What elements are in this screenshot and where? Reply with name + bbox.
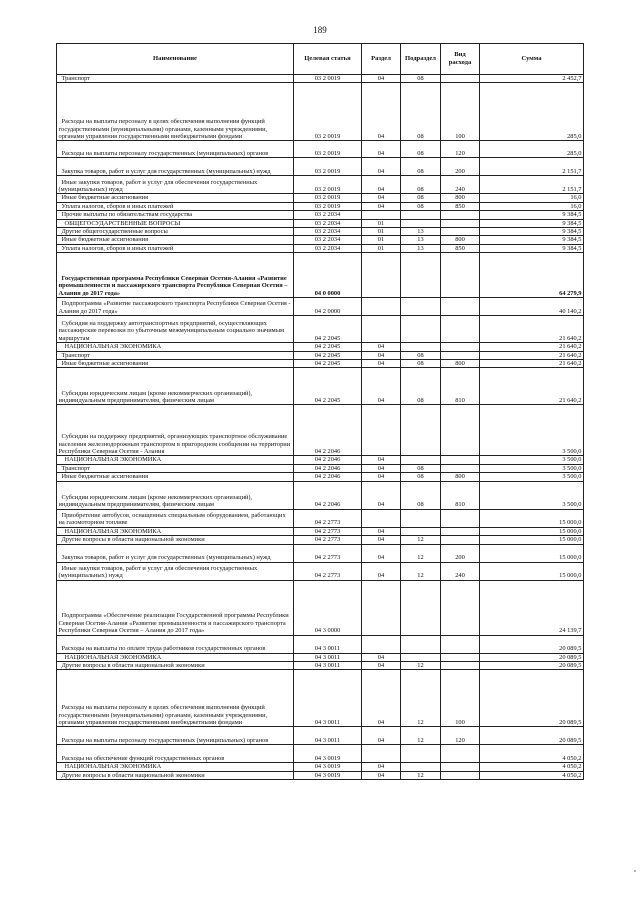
cell-article: 04 2 2045 bbox=[294, 368, 362, 405]
cell-expense-type: 240 bbox=[441, 562, 480, 580]
cell-section: 04 bbox=[362, 473, 401, 481]
table-row bbox=[57, 244, 584, 252]
cell-article: 04 3 0019 bbox=[294, 771, 362, 779]
cell-name: НАЦИОНАЛЬНАЯ ЭКОНОМИКА bbox=[57, 456, 294, 464]
cell-expense-type: 850 bbox=[441, 244, 480, 252]
cell-article: 04 2 2046 bbox=[294, 473, 362, 481]
cell-subsection: 12 bbox=[401, 670, 441, 727]
cell-section: 04 bbox=[362, 456, 401, 464]
cell-article: 04 2 2045 bbox=[294, 360, 362, 368]
cell-expense-type bbox=[441, 253, 480, 298]
cell-subsection: 12 bbox=[401, 771, 441, 779]
table-row bbox=[57, 253, 584, 298]
table-row bbox=[57, 176, 584, 194]
cell-section bbox=[362, 509, 401, 527]
table-row bbox=[57, 509, 584, 527]
cell-amount: 21 640,2 bbox=[480, 316, 584, 343]
cell-article: 04 2 2045 bbox=[294, 343, 362, 351]
cell-name: Уплата налогов, сборов и иных платежей bbox=[57, 202, 294, 210]
cell-amount: 15 000,0 bbox=[480, 562, 584, 580]
table-row bbox=[57, 360, 584, 368]
cell-expense-type: 240 bbox=[441, 176, 480, 194]
scan-speck bbox=[634, 870, 636, 872]
cell-amount: 20 089,5 bbox=[480, 635, 584, 653]
cell-section: 01 bbox=[362, 236, 401, 244]
cell-name: Подпрограмма «Обеспечение реализации Государственной программы Республики Северная Осетия-Алания «Развитие промышленности и пассажирского транспорта Республики Северная Осетия – Алания до 2017 года» bbox=[57, 580, 294, 635]
cell-article: 04 2 2045 bbox=[294, 351, 362, 359]
table-row bbox=[57, 653, 584, 661]
table-row bbox=[57, 351, 584, 359]
cell-amount: 9 384,5 bbox=[480, 244, 584, 252]
table-row bbox=[57, 464, 584, 472]
cell-article: 04 2 2046 bbox=[294, 481, 362, 509]
cell-amount: 3 500,0 bbox=[480, 405, 584, 456]
cell-subsection bbox=[401, 763, 441, 771]
cell-article: 03 2 0019 bbox=[294, 158, 362, 176]
header-subsection: Подраздел bbox=[401, 44, 441, 75]
cell-section: 04 bbox=[362, 670, 401, 727]
cell-subsection: 08 bbox=[401, 368, 441, 405]
cell-amount: 4 050,2 bbox=[480, 763, 584, 771]
cell-article: 04 3 0019 bbox=[294, 745, 362, 763]
cell-amount: 16,0 bbox=[480, 202, 584, 210]
cell-section: 04 bbox=[362, 763, 401, 771]
table-row bbox=[57, 580, 584, 635]
header-name: Наименование bbox=[57, 44, 294, 75]
cell-name: Расходы на выплаты по оплате труда работников государственных органов bbox=[57, 635, 294, 653]
cell-article: 04 3 0000 bbox=[294, 580, 362, 635]
table-row bbox=[57, 661, 584, 669]
cell-section: 04 bbox=[362, 368, 401, 405]
table-row bbox=[57, 527, 584, 535]
cell-subsection: 08 bbox=[401, 75, 441, 83]
cell-name: Иные бюджетные ассигнования bbox=[57, 194, 294, 202]
cell-amount: 4 050,2 bbox=[480, 745, 584, 763]
cell-expense-type: 800 bbox=[441, 360, 480, 368]
cell-amount: 20 089,5 bbox=[480, 670, 584, 727]
cell-section bbox=[362, 635, 401, 653]
cell-name: Субсидии на поддержку предприятий, организующих транспортное обслуживание населения железнодорожным транспортом в пригородном сообщении на территории Республики Северная Осетия - Алания bbox=[57, 405, 294, 456]
cell-subsection bbox=[401, 253, 441, 298]
cell-amount: 285,0 bbox=[480, 141, 584, 158]
header-section: Раздел bbox=[362, 44, 401, 75]
cell-amount: 2 452,7 bbox=[480, 75, 584, 83]
cell-name: Прочие выплаты по обязательствам государства bbox=[57, 211, 294, 219]
budget-table bbox=[56, 43, 584, 780]
table-row bbox=[57, 481, 584, 509]
cell-subsection: 08 bbox=[401, 473, 441, 481]
cell-name: Транспорт bbox=[57, 75, 294, 83]
cell-section bbox=[362, 316, 401, 343]
cell-article: 03 2 0019 bbox=[294, 194, 362, 202]
cell-amount: 9 384,5 bbox=[480, 236, 584, 244]
cell-expense-type bbox=[441, 211, 480, 219]
cell-section: 04 bbox=[362, 194, 401, 202]
table-row bbox=[57, 727, 584, 745]
cell-article: 04 2 0000 bbox=[294, 298, 362, 316]
cell-article: 04 2 2046 bbox=[294, 464, 362, 472]
cell-amount: 21 640,2 bbox=[480, 343, 584, 351]
cell-article: 04 2 2773 bbox=[294, 527, 362, 535]
cell-subsection bbox=[401, 456, 441, 464]
cell-name: Закупка товаров, работ и услуг для государственных (муниципальных) нужд bbox=[57, 158, 294, 176]
cell-name: Расходы на выплаты персоналу в целях обеспечения выполнения функций государственными (муниципальными) органами, казенными учреждениями, органами управления государственными внебюджетными фондами bbox=[57, 670, 294, 727]
cell-expense-type: 850 bbox=[441, 202, 480, 210]
cell-name: Иные закупки товаров, работ и услуг для обеспечения государственных (муниципальных) нужд bbox=[57, 562, 294, 580]
cell-section: 04 bbox=[362, 771, 401, 779]
cell-name: Субсидии юридическим лицам (кроме некоммерческих организаций), индивидуальным предпринимателям, физическим лицам bbox=[57, 481, 294, 509]
header-amount: Сумма bbox=[480, 44, 584, 75]
cell-subsection bbox=[401, 635, 441, 653]
header-expense-type: Вид расхода bbox=[441, 44, 480, 75]
cell-section: 04 bbox=[362, 141, 401, 158]
cell-subsection: 08 bbox=[401, 158, 441, 176]
cell-amount: 3 500,0 bbox=[480, 473, 584, 481]
cell-article: 04 3 0011 bbox=[294, 670, 362, 727]
cell-expense-type bbox=[441, 464, 480, 472]
cell-expense-type bbox=[441, 456, 480, 464]
cell-section bbox=[362, 745, 401, 763]
table-row bbox=[57, 562, 584, 580]
cell-expense-type bbox=[441, 580, 480, 635]
cell-subsection bbox=[401, 527, 441, 535]
table-row bbox=[57, 368, 584, 405]
cell-section: 04 bbox=[362, 158, 401, 176]
cell-name: Приобретение автобусов, оснащенных специальным оборудованием, работающих на газомоторном топливе bbox=[57, 509, 294, 527]
cell-name: Расходы на обеспечение функций государственных органов bbox=[57, 745, 294, 763]
cell-section: 04 bbox=[362, 83, 401, 141]
cell-article: 03 2 2034 bbox=[294, 236, 362, 244]
cell-subsection: 13 bbox=[401, 236, 441, 244]
cell-amount: 9 384,5 bbox=[480, 228, 584, 236]
cell-amount: 16,0 bbox=[480, 194, 584, 202]
cell-section: 04 bbox=[362, 653, 401, 661]
cell-section: 04 bbox=[362, 75, 401, 83]
header-article: Целевая статья bbox=[294, 44, 362, 75]
cell-amount: 15 000,0 bbox=[480, 527, 584, 535]
cell-expense-type bbox=[441, 405, 480, 456]
cell-section: 04 bbox=[362, 481, 401, 509]
table-row bbox=[57, 194, 584, 202]
cell-subsection bbox=[401, 316, 441, 343]
cell-subsection: 08 bbox=[401, 351, 441, 359]
table-row bbox=[57, 544, 584, 562]
cell-amount: 21 640,2 bbox=[480, 360, 584, 368]
cell-expense-type bbox=[441, 75, 480, 83]
cell-expense-type bbox=[441, 661, 480, 669]
cell-article: 04 2 2773 bbox=[294, 536, 362, 544]
cell-section: 04 bbox=[362, 343, 401, 351]
cell-article: 03 2 2034 bbox=[294, 211, 362, 219]
cell-name: Расходы на выплаты персоналу государственных (муниципальных) органов bbox=[57, 727, 294, 745]
cell-amount: 285,0 bbox=[480, 83, 584, 141]
cell-expense-type: 120 bbox=[441, 141, 480, 158]
cell-article: 03 2 0019 bbox=[294, 202, 362, 210]
cell-name: Другие общегосударственные вопросы bbox=[57, 228, 294, 236]
table-row bbox=[57, 635, 584, 653]
cell-article: 03 2 2034 bbox=[294, 228, 362, 236]
cell-expense-type: 100 bbox=[441, 83, 480, 141]
table-row bbox=[57, 202, 584, 210]
table-body bbox=[57, 75, 584, 780]
cell-article: 04 2 2045 bbox=[294, 316, 362, 343]
cell-name: НАЦИОНАЛЬНАЯ ЭКОНОМИКА bbox=[57, 527, 294, 535]
cell-article: 03 2 0019 bbox=[294, 141, 362, 158]
cell-name: Расходы на выплаты персоналу государственных (муниципальных) органов bbox=[57, 141, 294, 158]
cell-subsection: 13 bbox=[401, 244, 441, 252]
cell-section: 04 bbox=[362, 544, 401, 562]
cell-subsection: 08 bbox=[401, 481, 441, 509]
cell-article: 04 0 0000 bbox=[294, 253, 362, 298]
cell-amount: 21 640,2 bbox=[480, 351, 584, 359]
table-row bbox=[57, 83, 584, 141]
cell-amount: 21 640,2 bbox=[480, 368, 584, 405]
cell-subsection bbox=[401, 298, 441, 316]
cell-expense-type bbox=[441, 343, 480, 351]
cell-amount: 15 000,0 bbox=[480, 544, 584, 562]
cell-section bbox=[362, 298, 401, 316]
table-row bbox=[57, 211, 584, 219]
table-row bbox=[57, 763, 584, 771]
table-row bbox=[57, 536, 584, 544]
cell-section bbox=[362, 253, 401, 298]
cell-section: 01 bbox=[362, 228, 401, 236]
table-row bbox=[57, 405, 584, 456]
cell-name: ОБЩЕГОСУДАРСТВЕННЫЕ ВОПРОСЫ bbox=[57, 219, 294, 227]
cell-name: Иные закупки товаров, работ и услуг для обеспечения государственных (муниципальных) нужд bbox=[57, 176, 294, 194]
page-number: 189 bbox=[313, 25, 327, 35]
table-row bbox=[57, 745, 584, 763]
cell-name: НАЦИОНАЛЬНАЯ ЭКОНОМИКА bbox=[57, 653, 294, 661]
cell-subsection bbox=[401, 405, 441, 456]
cell-subsection bbox=[401, 343, 441, 351]
cell-amount: 20 089,5 bbox=[480, 661, 584, 669]
cell-subsection bbox=[401, 653, 441, 661]
cell-subsection: 08 bbox=[401, 141, 441, 158]
cell-section bbox=[362, 405, 401, 456]
cell-section: 01 bbox=[362, 219, 401, 227]
cell-subsection bbox=[401, 219, 441, 227]
cell-article: 04 2 2773 bbox=[294, 509, 362, 527]
cell-amount: 64 279,9 bbox=[480, 253, 584, 298]
cell-amount: 3 500,0 bbox=[480, 464, 584, 472]
cell-name: Субсидия на поддержку автотранспортных предприятий, осуществляющих пассажирские перевозки по убыточным межмуниципальным социально значимым маршрутам bbox=[57, 316, 294, 343]
cell-article: 04 2 2046 bbox=[294, 405, 362, 456]
cell-name: Другие вопросы в области национальной экономики bbox=[57, 771, 294, 779]
cell-name: Закупка товаров, работ и услуг для государственных (муниципальных) нужд bbox=[57, 544, 294, 562]
cell-expense-type bbox=[441, 298, 480, 316]
cell-section: 04 bbox=[362, 727, 401, 745]
cell-expense-type bbox=[441, 509, 480, 527]
cell-section: 04 bbox=[362, 351, 401, 359]
cell-expense-type bbox=[441, 771, 480, 779]
cell-subsection: 12 bbox=[401, 544, 441, 562]
cell-expense-type bbox=[441, 219, 480, 227]
table-row bbox=[57, 473, 584, 481]
cell-expense-type bbox=[441, 527, 480, 535]
cell-subsection bbox=[401, 745, 441, 763]
cell-amount: 3 500,0 bbox=[480, 481, 584, 509]
cell-subsection: 12 bbox=[401, 727, 441, 745]
cell-article: 04 2 2046 bbox=[294, 456, 362, 464]
cell-amount: 2 151,7 bbox=[480, 158, 584, 176]
cell-subsection: 08 bbox=[401, 194, 441, 202]
cell-section: 04 bbox=[362, 202, 401, 210]
cell-name: Иные бюджетные ассигнования bbox=[57, 360, 294, 368]
cell-expense-type bbox=[441, 316, 480, 343]
cell-subsection bbox=[401, 580, 441, 635]
cell-article: 03 2 2034 bbox=[294, 244, 362, 252]
cell-article: 04 3 0011 bbox=[294, 661, 362, 669]
cell-article: 04 3 0011 bbox=[294, 727, 362, 745]
cell-article: 04 3 0011 bbox=[294, 635, 362, 653]
cell-section: 04 bbox=[362, 562, 401, 580]
cell-amount: 4 050,2 bbox=[480, 771, 584, 779]
cell-article: 03 2 2034 bbox=[294, 219, 362, 227]
cell-section: 01 bbox=[362, 244, 401, 252]
cell-expense-type: 100 bbox=[441, 670, 480, 727]
cell-article: 03 2 0019 bbox=[294, 176, 362, 194]
cell-expense-type: 120 bbox=[441, 727, 480, 745]
table-row bbox=[57, 141, 584, 158]
cell-name: Иные бюджетные ассигнования bbox=[57, 236, 294, 244]
table-row bbox=[57, 298, 584, 316]
cell-name: Иные бюджетные ассигнования bbox=[57, 473, 294, 481]
cell-subsection bbox=[401, 509, 441, 527]
cell-section: 04 bbox=[362, 360, 401, 368]
cell-amount: 40 140,2 bbox=[480, 298, 584, 316]
cell-subsection: 08 bbox=[401, 360, 441, 368]
cell-subsection: 08 bbox=[401, 83, 441, 141]
cell-article: 04 3 0011 bbox=[294, 653, 362, 661]
cell-article: 04 2 2773 bbox=[294, 562, 362, 580]
cell-subsection bbox=[401, 211, 441, 219]
cell-expense-type: 800 bbox=[441, 473, 480, 481]
cell-section: 04 bbox=[362, 527, 401, 535]
table-row bbox=[57, 771, 584, 779]
cell-amount: 15 000,0 bbox=[480, 509, 584, 527]
table-row bbox=[57, 228, 584, 236]
cell-subsection: 12 bbox=[401, 562, 441, 580]
cell-amount: 9 384,5 bbox=[480, 219, 584, 227]
cell-amount: 20 089,5 bbox=[480, 653, 584, 661]
cell-expense-type bbox=[441, 351, 480, 359]
cell-subsection: 08 bbox=[401, 202, 441, 210]
cell-name: Другие вопросы в области национальной экономики bbox=[57, 661, 294, 669]
cell-section: 04 bbox=[362, 176, 401, 194]
table-row bbox=[57, 236, 584, 244]
cell-section: 04 bbox=[362, 536, 401, 544]
cell-amount: 24 139,7 bbox=[480, 580, 584, 635]
cell-subsection: 08 bbox=[401, 464, 441, 472]
cell-article: 04 3 0019 bbox=[294, 763, 362, 771]
cell-expense-type bbox=[441, 635, 480, 653]
cell-name: Субсидии юридическим лицам (кроме некоммерческих организаций), индивидуальным предпринимателям, физическим лицам bbox=[57, 368, 294, 405]
cell-name: Другие вопросы в области национальной экономики bbox=[57, 536, 294, 544]
cell-section bbox=[362, 211, 401, 219]
table-row bbox=[57, 343, 584, 351]
cell-section bbox=[362, 580, 401, 635]
table-row bbox=[57, 75, 584, 83]
cell-amount: 9 384,5 bbox=[480, 211, 584, 219]
cell-name: НАЦИОНАЛЬНАЯ ЭКОНОМИКА bbox=[57, 763, 294, 771]
cell-subsection: 13 bbox=[401, 228, 441, 236]
cell-amount: 3 500,0 bbox=[480, 456, 584, 464]
cell-expense-type bbox=[441, 653, 480, 661]
cell-subsection: 12 bbox=[401, 661, 441, 669]
cell-expense-type bbox=[441, 228, 480, 236]
cell-expense-type: 200 bbox=[441, 544, 480, 562]
cell-name: Подпрограмма «Развитие пассажирского транспорта Республики Северная Осетия - Алания до 2017 года» bbox=[57, 298, 294, 316]
table-row bbox=[57, 316, 584, 343]
table-row bbox=[57, 158, 584, 176]
cell-amount: 20 089,5 bbox=[480, 727, 584, 745]
cell-expense-type bbox=[441, 536, 480, 544]
cell-expense-type bbox=[441, 745, 480, 763]
cell-name: Уплата налогов, сборов и иных платежей bbox=[57, 244, 294, 252]
cell-expense-type: 810 bbox=[441, 368, 480, 405]
cell-section: 04 bbox=[362, 661, 401, 669]
cell-subsection: 08 bbox=[401, 176, 441, 194]
cell-name: НАЦИОНАЛЬНАЯ ЭКОНОМИКА bbox=[57, 343, 294, 351]
cell-expense-type: 800 bbox=[441, 236, 480, 244]
cell-expense-type: 810 bbox=[441, 481, 480, 509]
cell-expense-type: 200 bbox=[441, 158, 480, 176]
cell-article: 04 2 2773 bbox=[294, 544, 362, 562]
cell-section: 04 bbox=[362, 464, 401, 472]
cell-article: 03 2 0019 bbox=[294, 83, 362, 141]
cell-name: Транспорт bbox=[57, 464, 294, 472]
cell-name: Расходы на выплаты персоналу в целях обеспечения выполнения функций государственными (муниципальными) органами, казенными учреждениями, органами управления государственными внебюджетными фондами bbox=[57, 83, 294, 141]
cell-expense-type bbox=[441, 763, 480, 771]
cell-name: Государственная программа Республики Северная Осетия-Алания «Развитие промышленности и пассажирского транспорта Республики Северная Осетия – Алания до 2017 года» bbox=[57, 253, 294, 298]
cell-amount: 15 000,0 bbox=[480, 536, 584, 544]
table-row bbox=[57, 456, 584, 464]
cell-article: 03 2 0019 bbox=[294, 75, 362, 83]
cell-name: Транспорт bbox=[57, 351, 294, 359]
cell-subsection: 12 bbox=[401, 536, 441, 544]
table-row bbox=[57, 219, 584, 227]
cell-expense-type: 800 bbox=[441, 194, 480, 202]
table-header-row bbox=[57, 44, 584, 75]
table-row bbox=[57, 670, 584, 727]
cell-amount: 2 151,7 bbox=[480, 176, 584, 194]
